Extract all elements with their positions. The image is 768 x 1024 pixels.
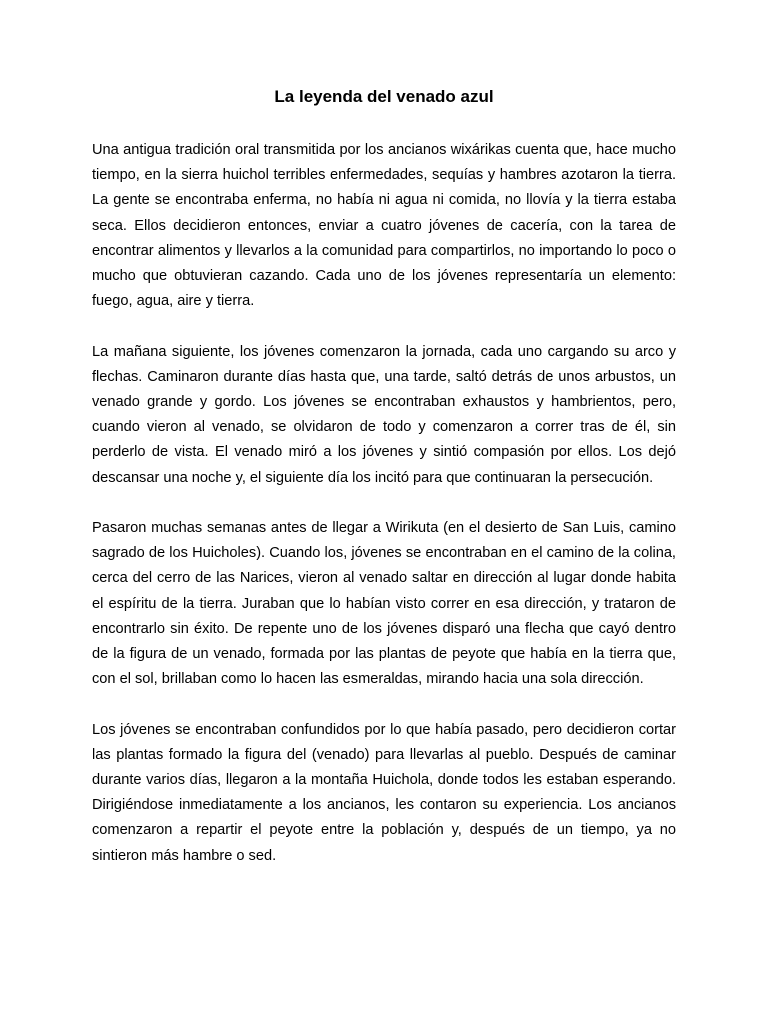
paragraph-1: Una antigua tradición oral transmitida por los ancianos wixárikas cuenta que, hace mucho tiempo, en la sierra huichol terribles enfermedades, sequías y hambres azotaron la tierra. La gente se encontraba enferma, no había ni agua ni comida, no llovía y la tierra estaba seca. Ellos decidieron entonces, enviar a cuatro jóvenes de cacería, con la tarea de encontrar alimentos y llevarlos a la comunidad para compartirlos, no importando lo poco o mucho que obtuvieran cazando. Cada uno de los jóvenes representaría un elemento: fuego, agua, aire y tierra. <box>92 142 676 310</box>
document-title: La leyenda del venado azul <box>274 87 494 106</box>
document-page <box>92 86 676 894</box>
paragraph-3: Pasaron muchas semanas antes de llegar a Wirikuta (en el desierto de San Luis, camino sagrado de los Huicholes). Cuando los, jóvenes se encontraban en el camino de la colina, cerca del cerro de las Narices, vieron al venado saltar en dirección al lugar donde habita el espíritu de la tierra. Juraban que lo habían visto correr en esa dirección, y trataron de encontrarlo sin éxito. De repente uno de los jóvenes disparó una flecha que cayó dentro de la figura de un venado, formada por las plantas de peyote que había en la tierra que, con el sol, brillaban como lo hacen las esmeraldas, mirando hacia una sola dirección. <box>92 520 676 688</box>
paragraph-2: La mañana siguiente, los jóvenes comenzaron la jornada, cada uno cargando su arco y flechas. Caminaron durante días hasta que, una tarde, saltó detrás de unos arbustos, un venado grande y gordo. Los jóvenes se encontraban exhaustos y hambrientos, pero, cuando vieron al venado, se olvidaron de todo y comenzaron a correr tras de él, sin perderlo de vista. El venado miró a los jóvenes y sintió compasión por ellos. Los dejó descansar una noche y, el siguiente día los incitó para que continuaran la persecución. <box>92 343 676 486</box>
document-body <box>92 138 676 869</box>
paragraph-4: Los jóvenes se encontraban confundidos por lo que había pasado, pero decidieron cortar las plantas formado la figura del (venado) para llevarlas al pueblo. Después de caminar durante varios días, llegaron a la montaña Huichola, donde todos les estaban esperando. Dirigiéndose inmediatamente a los ancianos, les contaron su experiencia. Los ancianos comenzaron a repartir el peyote entre la población y, después de un tiempo, ya no sintieron más hambre o sed. <box>92 721 676 864</box>
